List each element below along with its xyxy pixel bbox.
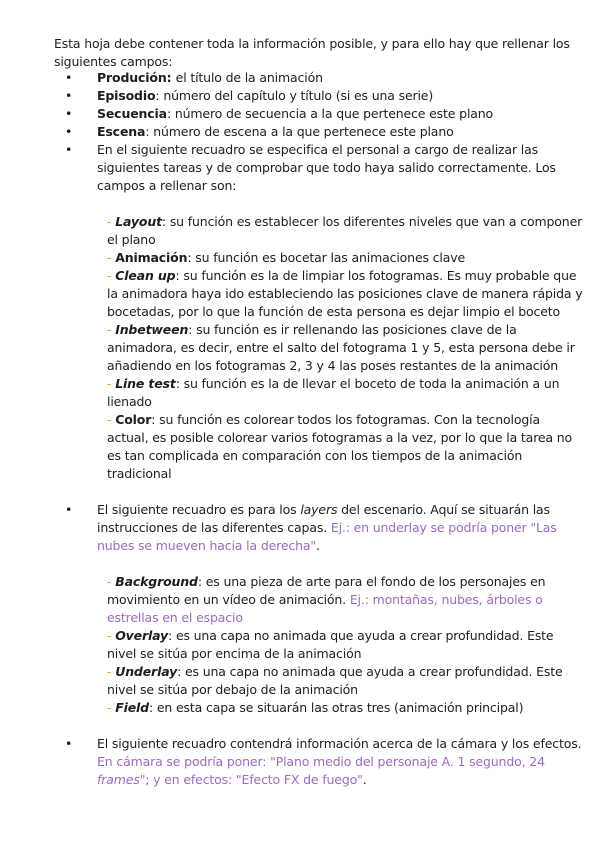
bullet-icon: • [65,70,73,85]
field-sep: : [166,70,176,85]
field-item-produccion [54,69,584,87]
layers-end: . [316,538,320,553]
field-sep: : [145,124,154,139]
bullet-icon: • [65,124,73,139]
dash-icon: - [107,628,116,643]
field-term: Escena [97,124,146,139]
field-item-secuencia [54,105,584,123]
dash-icon: - [107,214,116,229]
sub-sep: : [148,700,157,715]
field-term: Secuencia [97,106,167,121]
sub-term: Line test [115,376,176,391]
camera-example-em: frames [97,772,140,787]
staff-sublist [97,213,584,483]
sub-sep: : [197,574,206,589]
dash-icon: - [107,412,116,427]
layers-intro [97,501,584,555]
sub-sep: : [188,322,197,337]
sub-text: su función es establecer los diferentes niveles que van a componer el plano [107,214,583,247]
field-sep: : [166,106,175,121]
bullet-icon: • [65,502,73,517]
sub-term: Layout [115,214,162,229]
intro-paragraph: Esta hoja debe contener toda la información posible, y para ello hay que rellenar los siguientes campos: [54,36,570,69]
layers-intro-em: layers [300,502,338,517]
layer-underlay [107,663,584,699]
bullet-icon: • [65,736,73,751]
field-item-escena [54,123,584,141]
dash-icon: - [107,322,116,337]
sub-term: Background [115,574,198,589]
sub-sep: : [187,250,196,265]
sub-sep: : [151,412,160,427]
sub-text: en esta capa se situarán las otras tres (animación principal) [156,700,524,715]
layer-background [107,573,584,627]
camera-text [97,735,584,789]
layer-field [107,699,584,717]
staff-layout [107,213,584,249]
sub-term: Underlay [115,664,178,679]
field-text: número de secuencia a la que pertenece este plano [174,106,494,121]
staff-linetest [107,375,584,411]
sub-text: su función es bocetar las animaciones clave [195,250,466,265]
sub-text: su función es colorear todos los fotogramas. Con la tecnología actual, es posible colorear varios fotogramas a la vez, por lo que la tarea no es tan complicada en comparación con los tiempos de la animación tradicional [107,412,573,481]
dash-icon: - [107,268,116,283]
camera-item [54,735,584,789]
field-text: el título de la animación [175,70,323,85]
dash-icon: - [107,700,116,715]
dash-icon: - [107,574,116,589]
field-term: Episodio [97,88,156,103]
staff-animacion [107,249,584,267]
camera-example-b: "; y en efectos: "Efecto FX de fuego" [139,772,363,787]
sub-sep: : [175,376,184,391]
field-item-episodio [54,87,584,105]
sub-term: Clean up [115,268,176,283]
dash-icon: - [107,664,116,679]
layers-example: Ej.: en underlay se podría poner "Las nubes se mueven hacia la derecha" [97,520,557,553]
sub-term: Field [115,700,149,715]
layers-intro-b: del escenario. Aquí se situarán las instrucciones de las diferentes capas. [97,502,550,535]
camera-end: . [362,772,367,787]
sub-example: Ej.: montañas, nubes, árboles o estrellas en el espacio [107,592,543,625]
layers-item [54,501,584,735]
dash-icon: - [107,376,116,391]
staff-inbetween [107,321,584,375]
staff-intro: En el siguiente recuadro se especifica el personal a cargo de realizar las siguientes tareas y de comprobar que todo haya salido correctamente. Los campos a rellenar son: [97,142,556,193]
camera-intro: El siguiente recuadro contendrá información acerca de la cámara y los efectos. [97,736,582,751]
staff-item [54,141,584,501]
sub-term: Inbetween [115,322,189,337]
field-sep: : [155,88,164,103]
bullet-icon: • [65,142,73,157]
dash-icon: - [107,250,116,265]
staff-cleanup [107,267,584,321]
sub-sep: : [177,664,186,679]
sub-text: su función es la de llevar el boceto de toda la animación a un lienado [107,376,560,409]
sub-sep: : [168,628,176,643]
sub-text: su función es la de limpiar los fotogramas. Es muy probable que la animadora haya ido estableciendo las posiciones clave de manera rápida y bocetadas, por lo que la función de esta persona es dejar limpio el boceto [107,268,583,319]
layers-sublist [97,573,584,717]
layer-overlay [107,627,584,663]
field-list [54,69,584,789]
sub-term: Animación [115,250,188,265]
sub-term: Color [115,412,152,427]
sub-text: es una capa no animada que ayuda a crear profundidad. Este nivel se sitúa por encima de la animación [107,628,554,661]
sub-text: su función es ir rellenando las posiciones clave de la animadora, es decir, entre el salto del fotograma 1 y 5, esta persona debe ir añadiendo en los fotogramas 2, 3 y 4 las poses restantes de la animación [107,322,575,373]
staff-color [107,411,584,483]
field-text: número de escena a la que pertenece este plano [153,124,454,139]
bullet-icon: • [65,88,73,103]
layers-intro-a: El siguiente recuadro es para los [97,502,301,517]
bullet-icon: • [65,106,73,121]
field-text: número del capítulo y título (si es una serie) [163,88,434,103]
sub-sep: : [175,268,184,283]
sub-sep: : [161,214,170,229]
sub-text: es una pieza de arte para el fondo de los personajes en movimiento en un vídeo de animación. [107,574,546,607]
sub-text: es una capa no animada que ayuda a crear profundidad. Este nivel se sitúa por debajo de la animación [107,664,563,697]
camera-example-a: En cámara se podría poner: "Plano medio del personaje A. 1 segundo, 24 [97,754,545,769]
sub-term: Overlay [115,628,169,643]
field-term: Produción [97,70,167,85]
